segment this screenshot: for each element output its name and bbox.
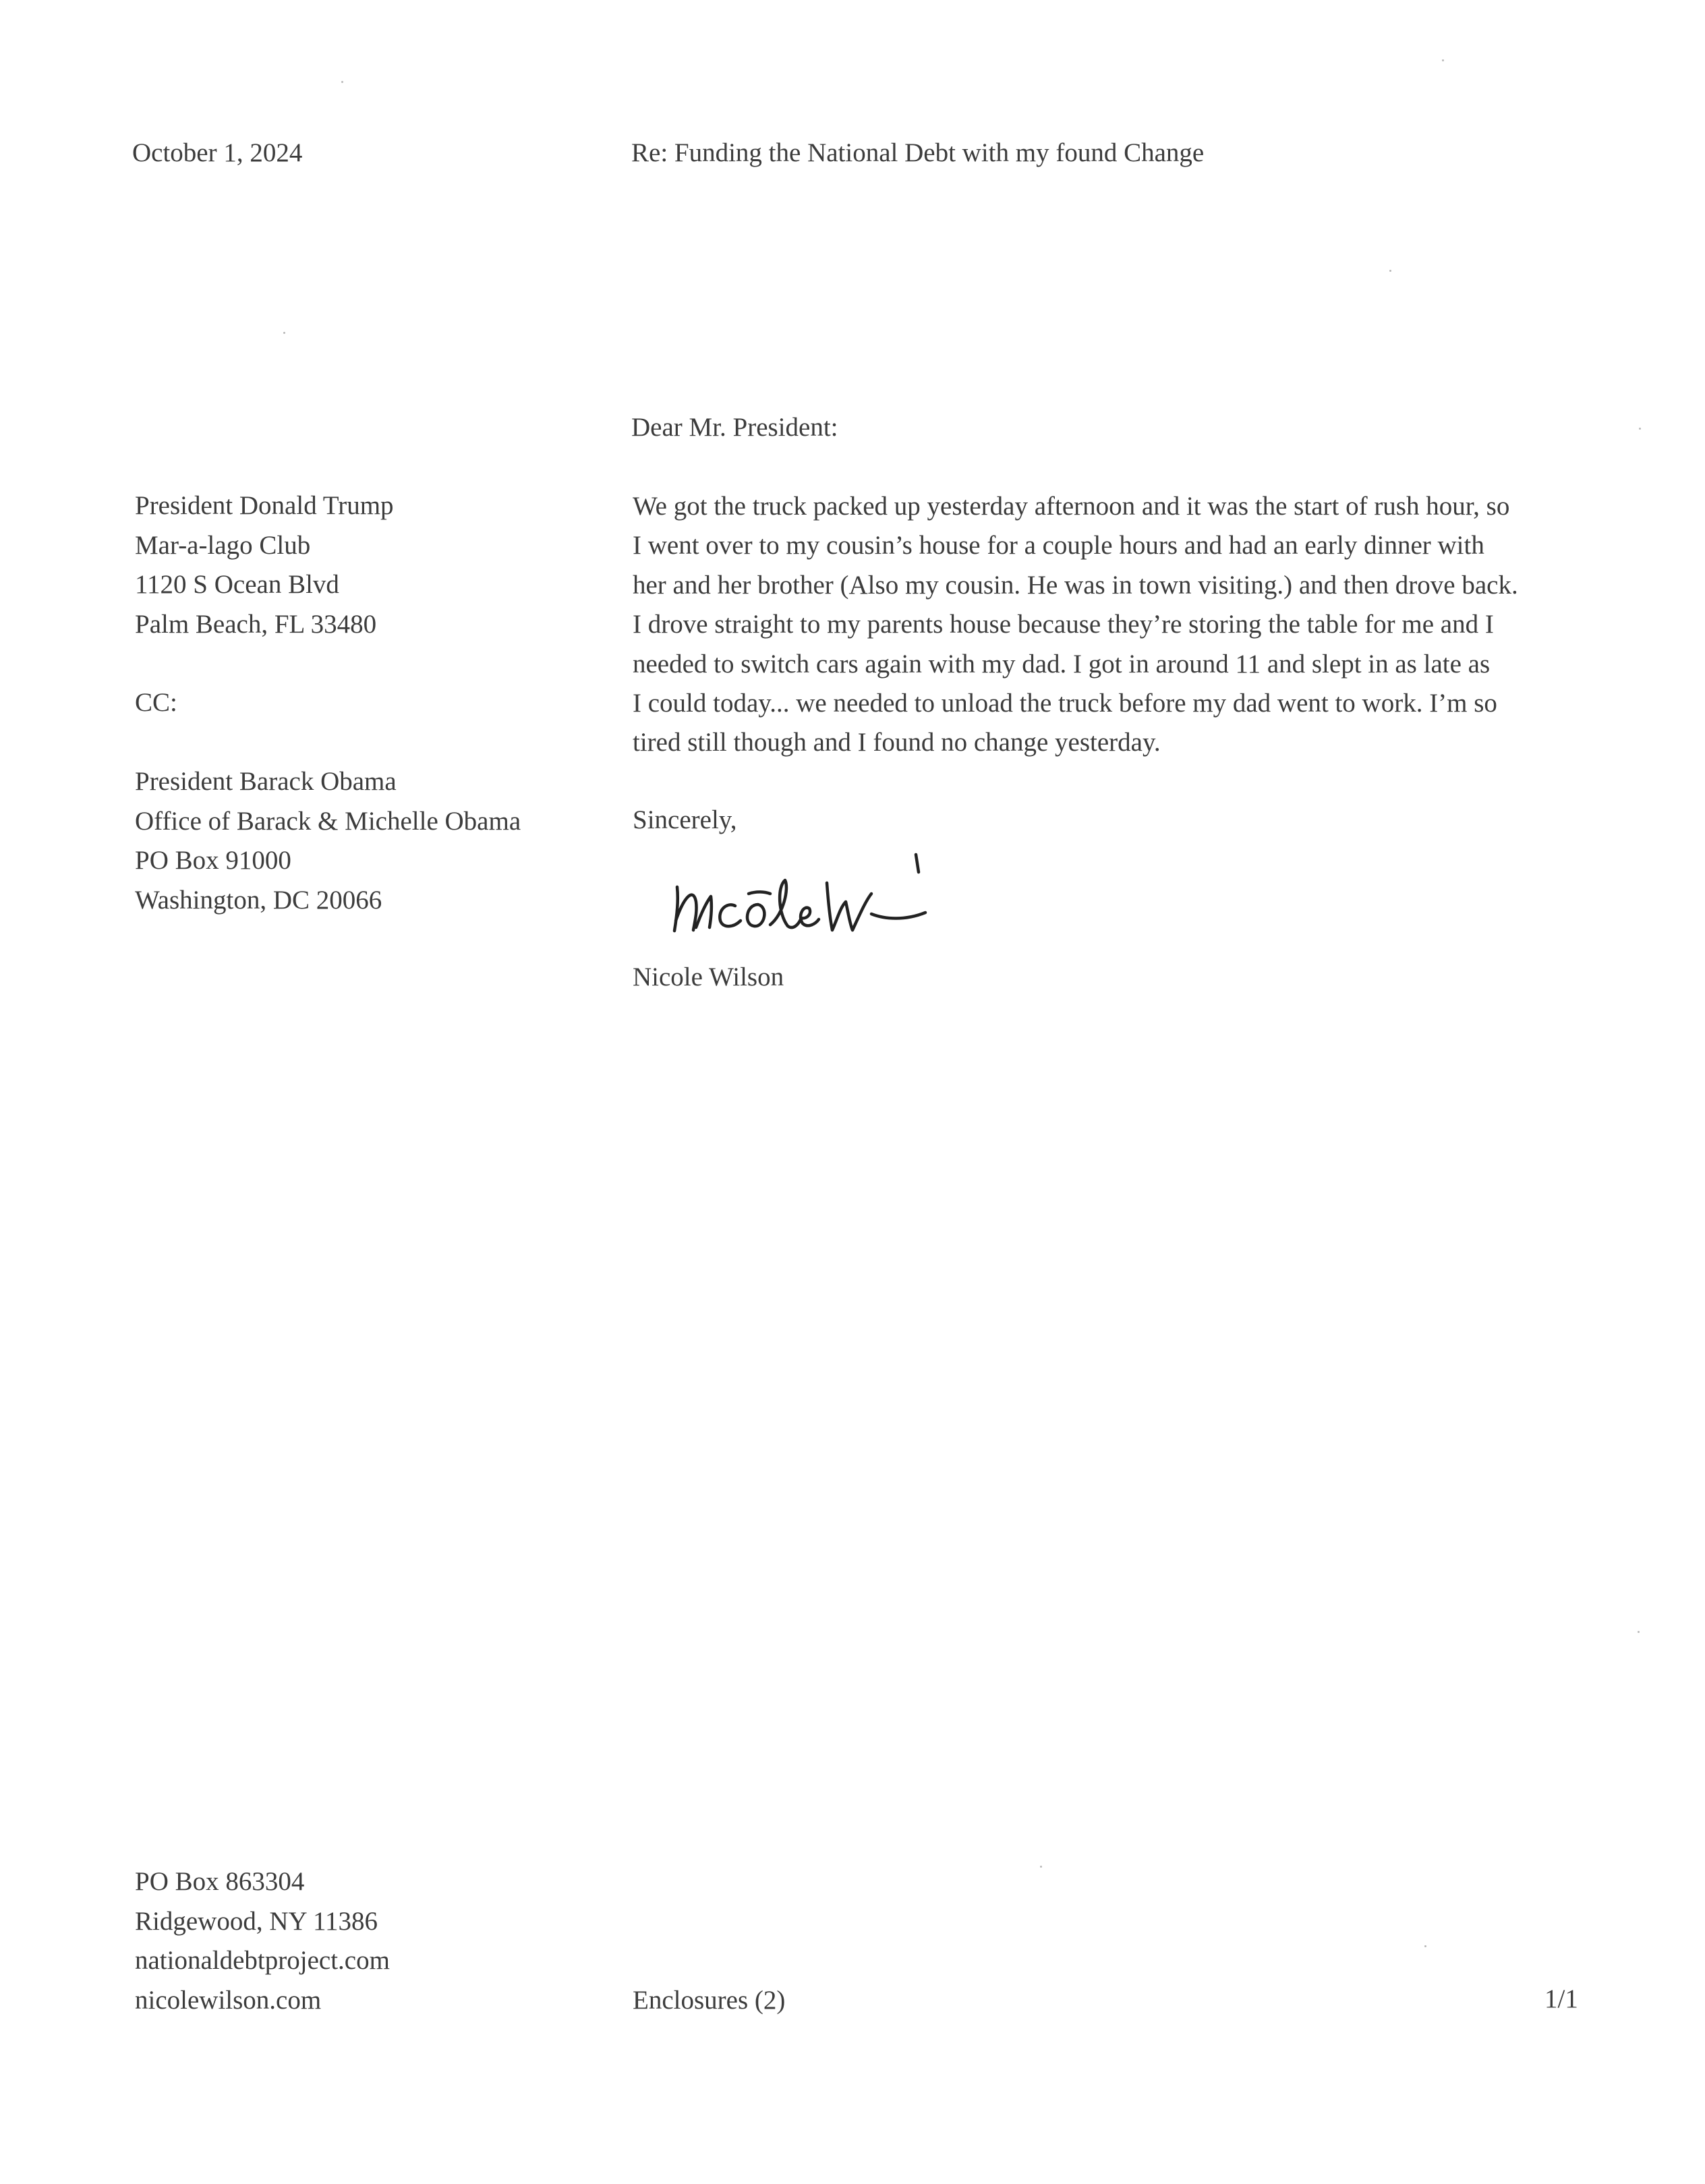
scan-speck [1638, 1631, 1640, 1633]
letter-body [633, 487, 1577, 763]
recipient-line: Palm Beach, FL 33480 [135, 609, 377, 639]
sender-address [135, 1862, 390, 2020]
cc-line: PO Box 91000 [135, 846, 291, 875]
scan-speck [1389, 270, 1391, 272]
sender-website: nationaldebtproject.com [135, 1946, 390, 1975]
cc-line: Office of Barack & Michelle Obama [135, 806, 521, 836]
body-line: I went over to my cousin’s house for a couple hours and had an early dinner with [633, 531, 1484, 561]
recipient-address [135, 486, 394, 644]
sender-website: nicolewilson.com [135, 1985, 322, 2015]
signature-image [669, 840, 1020, 941]
letter-date: October 1, 2024 [132, 138, 303, 167]
scan-speck [283, 332, 285, 334]
enclosures-note: Enclosures (2) [633, 1986, 786, 2015]
letter-subject: Re: Funding the National Debt with my found Change [631, 138, 1205, 167]
scan-speck [1424, 1945, 1426, 1947]
body-line: We got the truck packed up yesterday afternoon and it was the start of rush hour, so [633, 492, 1510, 521]
body-line: I could today... we needed to unload the truck before my dad went to work. I’m so [633, 689, 1497, 718]
scan-speck [1040, 1866, 1042, 1868]
body-line: tired still though and I found no change yesterday. [633, 728, 1161, 757]
page-number: 1/1 [1544, 1984, 1578, 2013]
cc-address [135, 762, 521, 920]
recipient-line: 1120 S Ocean Blvd [135, 570, 339, 599]
body-line: needed to switch cars again with my dad. I got in around 11 and slept in as late as [633, 649, 1491, 679]
recipient-name: President Donald Trump [135, 491, 394, 520]
body-line: her and her brother (Also my cousin. He was in town visiting.) and then drove back. [633, 570, 1518, 600]
recipient-line: Mar-a-lago Club [135, 530, 311, 560]
scan-speck [341, 81, 343, 83]
scan-speck [1639, 428, 1641, 430]
salutation: Dear Mr. President: [631, 413, 838, 442]
sender-line: Ridgewood, NY 11386 [135, 1906, 378, 1936]
sender-line: PO Box 863304 [135, 1867, 305, 1896]
signer-name: Nicole Wilson [633, 962, 784, 992]
cc-label: CC: [135, 688, 177, 717]
closing: Sincerely, [633, 805, 737, 834]
scan-speck [1442, 59, 1444, 61]
cc-line: Washington, DC 20066 [135, 885, 382, 915]
cc-name: President Barack Obama [135, 767, 397, 796]
body-line: I drove straight to my parents house because they’re storing the table for me and I [633, 610, 1494, 639]
